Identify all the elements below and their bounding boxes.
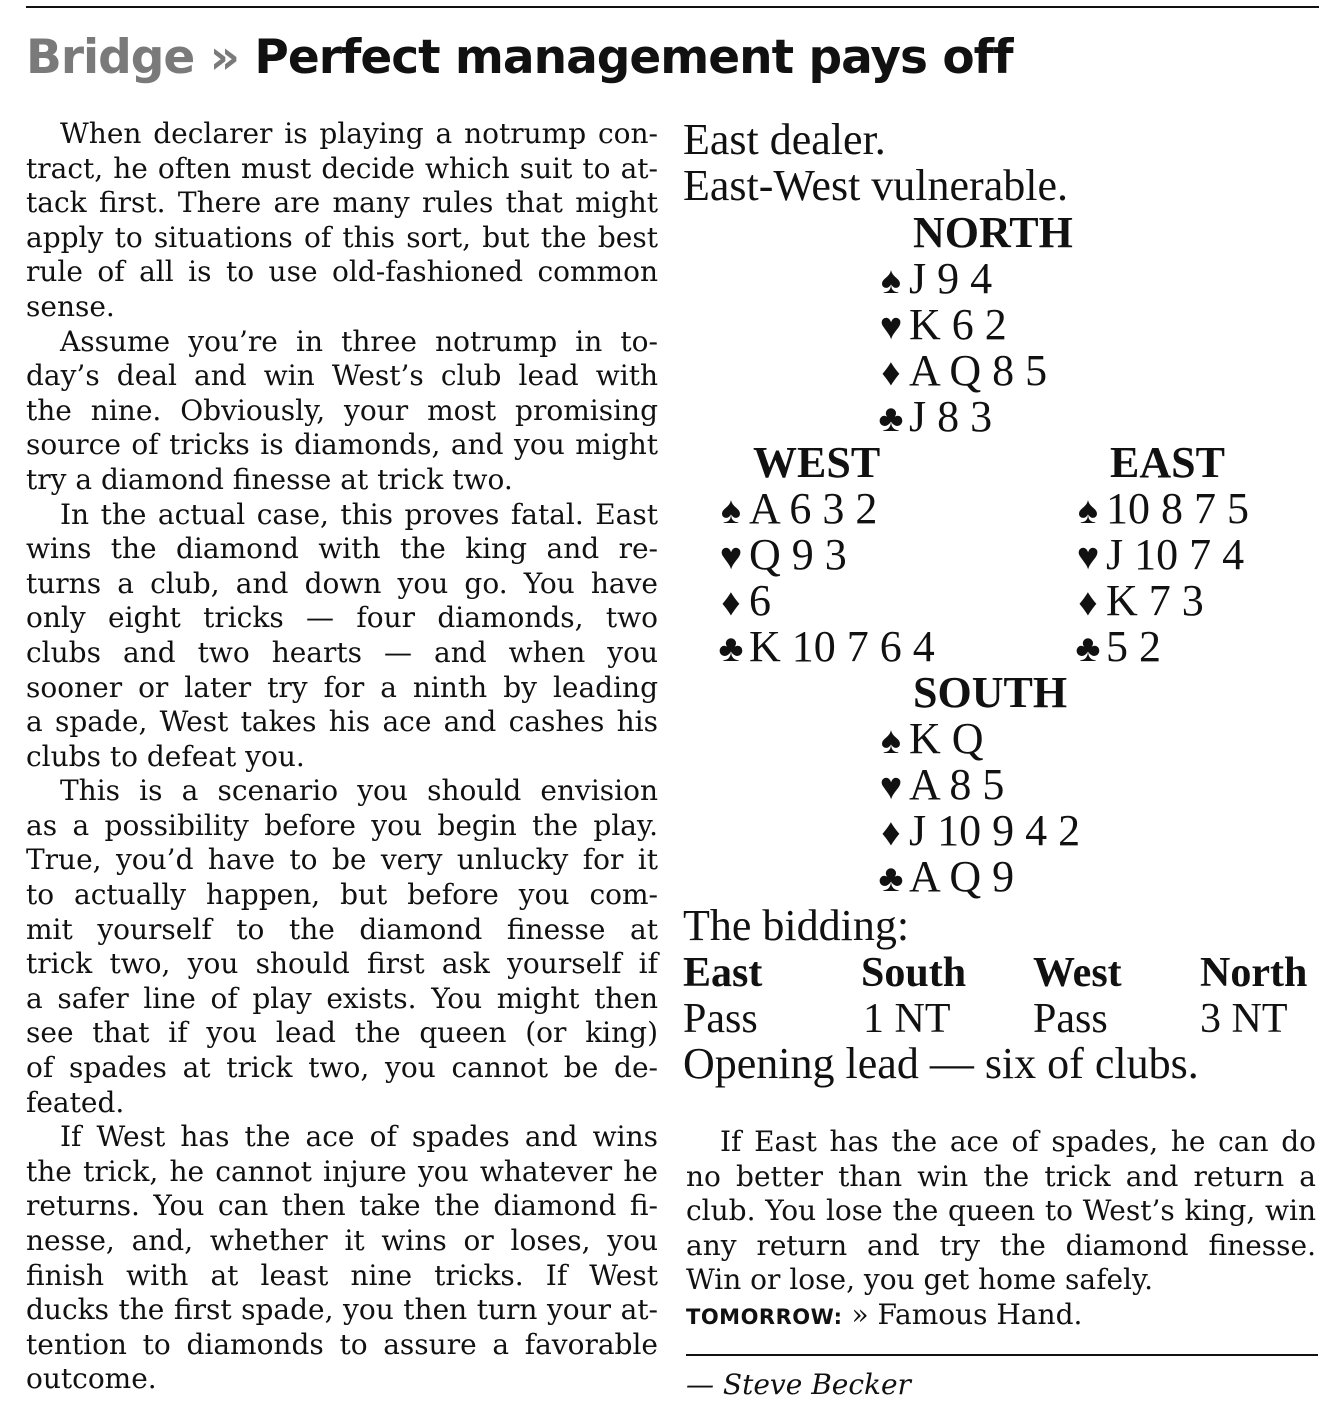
bid-header-east: East xyxy=(683,950,763,996)
byline-rule xyxy=(686,1354,1318,1356)
article-line-text: a safer line of play exists. You might then xyxy=(26,981,658,1015)
west-hearts xyxy=(713,532,847,580)
north-clubs-cards: J 8 3 xyxy=(909,392,993,441)
article-line xyxy=(26,463,658,498)
vulnerability-line: East-West vulnerable. xyxy=(683,161,1068,210)
north-spades xyxy=(873,256,992,304)
article-line-text: outcome. xyxy=(26,1362,157,1396)
article-line xyxy=(26,1328,658,1363)
article-line-text: mit yourself to the diamond finesse at xyxy=(26,912,658,946)
article-line xyxy=(26,221,658,256)
south-diamonds xyxy=(873,808,1080,856)
article-line-text: True, you’d have to be very unlucky for it xyxy=(26,843,658,877)
spade-icon: ♠ xyxy=(880,720,902,762)
article-line xyxy=(26,601,658,636)
article-line-text: as a possibility before you begin the play. xyxy=(26,808,658,842)
east-clubs xyxy=(1070,624,1161,672)
east-hearts xyxy=(1070,532,1244,580)
north-diamonds xyxy=(873,348,1047,396)
article-line xyxy=(26,1016,658,1051)
north-hearts xyxy=(873,302,1007,350)
spade-icon: ♠ xyxy=(880,260,902,302)
article-line xyxy=(26,290,658,325)
article-right-line-text: no better than win the trick and return a xyxy=(686,1159,1316,1193)
dealer-line: East dealer. xyxy=(683,115,886,164)
article-line xyxy=(26,428,658,463)
article-line xyxy=(26,255,658,290)
south-diamonds-cards: J 10 9 4 2 xyxy=(909,806,1081,855)
article-right-line xyxy=(686,1263,1316,1298)
article-right-line xyxy=(686,1160,1316,1195)
article-line xyxy=(26,1051,658,1086)
club-icon: ♣ xyxy=(1075,628,1101,670)
article-line xyxy=(26,1259,658,1294)
article-line-text: tention to diamonds to assure a favorable xyxy=(26,1327,658,1361)
diamond-icon: ♦ xyxy=(881,352,901,394)
article-line-text: a spade, West takes his ace and cashes his xyxy=(26,705,658,739)
article-line xyxy=(26,117,658,152)
article-right-line-text: Win or lose, you get home safely. xyxy=(686,1263,1153,1297)
article-line xyxy=(26,1189,658,1224)
club-icon: ♣ xyxy=(718,628,744,670)
diamond-icon: ♦ xyxy=(721,582,741,624)
article-line-text: turns a club, and down you go. You have xyxy=(26,566,658,600)
article-line-text: Assume you’re in three notrump in to- xyxy=(60,324,658,358)
article-line xyxy=(26,498,658,533)
article-line xyxy=(26,913,658,948)
south-clubs xyxy=(873,854,1014,902)
bid-call-west: Pass xyxy=(1033,996,1108,1042)
west-spades xyxy=(713,486,877,534)
article-right-line-text: club. You lose the queen to West’s king, win xyxy=(686,1194,1316,1228)
west-label: WEST xyxy=(753,438,881,487)
article-line xyxy=(26,705,658,740)
article-line-text: feated. xyxy=(26,1085,125,1119)
south-hearts xyxy=(873,762,1004,810)
tomorrow-text: Famous Hand. xyxy=(877,1297,1083,1331)
north-diamonds-cards: A Q 8 5 xyxy=(909,346,1048,395)
east-spades-cards: 10 8 7 5 xyxy=(1106,484,1249,533)
heart-icon: ♥ xyxy=(719,536,743,578)
kicker-separator: » xyxy=(209,30,240,85)
article-line xyxy=(26,1155,658,1190)
west-diamonds-cards: 6 xyxy=(749,576,771,625)
article-line-text: finish with at least nine tricks. If West xyxy=(26,1258,658,1292)
article-line-text: apply to situations of this sort, but the best xyxy=(26,220,658,254)
article-line-text: the nine. Obviously, your most promising xyxy=(26,393,658,427)
article-line-text: clubs to defeat you. xyxy=(26,739,305,773)
article-line xyxy=(26,1293,658,1328)
article-line xyxy=(26,567,658,602)
article-line-text: In the actual case, this proves fatal. East xyxy=(60,497,658,531)
bridge-diagram xyxy=(683,117,1323,1097)
west-diamonds xyxy=(713,578,771,626)
article-line-text: returns. You can then take the diamond fi- xyxy=(26,1189,658,1223)
article-line-text: ducks the first spade, you then turn your at- xyxy=(26,1293,658,1327)
spade-icon: ♠ xyxy=(720,490,742,532)
article-line-text: only eight tricks — four diamonds, two xyxy=(26,601,658,635)
article-line-text: sooner or later try for a ninth by leading xyxy=(26,670,658,704)
heart-icon: ♥ xyxy=(879,306,903,348)
article-line-text: day’s deal and win West’s club lead with xyxy=(26,359,658,393)
article-line-text: sense. xyxy=(26,289,115,323)
article-line-text: nesse, and, whether it wins or loses, you xyxy=(26,1224,658,1257)
article-line-text: trick two, you should first ask yourself if xyxy=(26,947,658,981)
club-icon: ♣ xyxy=(878,858,904,900)
tomorrow-label: TOMORROW: xyxy=(686,1304,843,1329)
bid-call-east: Pass xyxy=(683,996,758,1042)
article-body-right xyxy=(686,1125,1316,1335)
article-line xyxy=(26,1120,658,1155)
article-line-text: tract, he often must decide which suit to at- xyxy=(26,151,658,185)
bid-header-west: West xyxy=(1033,950,1122,996)
article-line-text: see that if you lead the queen (or king) xyxy=(26,1016,658,1050)
article-body-left xyxy=(26,117,658,1397)
diamond-icon: ♦ xyxy=(881,812,901,854)
east-diamonds-cards: K 7 3 xyxy=(1106,576,1204,625)
west-clubs xyxy=(713,624,935,672)
east-clubs-cards: 5 2 xyxy=(1106,622,1161,671)
article-line-text: try a diamond finesse at trick two. xyxy=(26,462,513,496)
heart-icon: ♥ xyxy=(879,766,903,808)
article-right-line-text: any return and try the diamond finesse. xyxy=(686,1228,1316,1262)
article-line-text: the trick, he cannot injure you whatever he xyxy=(26,1154,658,1188)
article-line xyxy=(26,671,658,706)
article-line-text: wins the diamond with the king and re- xyxy=(26,532,658,566)
article-line xyxy=(26,1224,658,1259)
south-clubs-cards: A Q 9 xyxy=(909,852,1015,901)
article-line-text: tack first. There are many rules that might xyxy=(26,186,658,220)
article-line xyxy=(26,982,658,1017)
south-label: SOUTH xyxy=(913,668,1068,717)
west-clubs-cards: K 10 7 6 4 xyxy=(749,622,935,671)
headline xyxy=(26,30,1013,86)
article-line-text: of spades at trick two, you cannot be de- xyxy=(26,1051,658,1085)
article-right-line-text: If East has the ace of spades, he can do xyxy=(720,1125,1316,1158)
club-icon: ♣ xyxy=(878,398,904,440)
bid-header-north: North xyxy=(1200,950,1308,996)
article-title: Perfect management pays off xyxy=(254,30,1013,85)
article-line xyxy=(26,740,658,775)
east-spades xyxy=(1070,486,1249,534)
north-clubs xyxy=(873,394,992,442)
tomorrow-arrow: » xyxy=(851,1297,869,1331)
article-line xyxy=(26,325,658,360)
article-line-text: This is a scenario you should envision xyxy=(60,774,658,808)
article-right-line xyxy=(686,1229,1316,1264)
article-line xyxy=(26,186,658,221)
east-hearts-cards: J 10 7 4 xyxy=(1106,530,1245,579)
west-hearts-cards: Q 9 3 xyxy=(749,530,847,579)
article-line xyxy=(26,947,658,982)
west-spades-cards: A 6 3 2 xyxy=(749,484,878,533)
diamond-icon: ♦ xyxy=(1078,582,1098,624)
article-line xyxy=(26,532,658,567)
bidding-label: The bidding: xyxy=(683,901,910,950)
south-hearts-cards: A 8 5 xyxy=(909,760,1005,809)
north-label: NORTH xyxy=(913,208,1073,257)
article-right-line xyxy=(686,1194,1316,1229)
bid-call-north: 3 NT xyxy=(1200,996,1288,1042)
article-line-text: to actually happen, but before you com- xyxy=(26,878,658,912)
heart-icon: ♥ xyxy=(1076,536,1100,578)
article-line xyxy=(26,774,658,809)
top-rule xyxy=(26,6,1319,8)
south-spades-cards: K Q xyxy=(909,714,984,763)
article-line xyxy=(26,1086,658,1121)
article-line xyxy=(26,359,658,394)
article-line xyxy=(26,1362,658,1397)
spade-icon: ♠ xyxy=(1077,490,1099,532)
section-kicker: Bridge xyxy=(26,30,195,85)
south-spades xyxy=(873,716,984,764)
article-line-text: When declarer is playing a notrump con- xyxy=(60,117,658,150)
article-line xyxy=(26,809,658,844)
article-line-text: source of tricks is diamonds, and you might xyxy=(26,428,658,462)
article-line xyxy=(26,152,658,187)
article-line-text: rule of all is to use old-fashioned common xyxy=(26,255,658,289)
article-line xyxy=(26,878,658,913)
article-line xyxy=(26,394,658,429)
opening-lead: Opening lead — six of clubs. xyxy=(683,1039,1199,1088)
article-line xyxy=(26,843,658,878)
north-hearts-cards: K 6 2 xyxy=(909,300,1007,349)
article-line xyxy=(26,636,658,671)
byline: — Steve Becker xyxy=(686,1368,911,1401)
tomorrow-line xyxy=(686,1298,1316,1335)
article-line-text: If West has the ace of spades and wins xyxy=(60,1120,658,1154)
north-spades-cards: J 9 4 xyxy=(909,254,993,303)
bid-header-south: South xyxy=(861,950,967,996)
article-line-text: clubs and two hearts — and when you xyxy=(26,635,658,669)
east-label: EAST xyxy=(1110,438,1225,487)
article-right-line xyxy=(686,1125,1316,1160)
bid-call-south: 1 NT xyxy=(863,996,951,1042)
east-diamonds xyxy=(1070,578,1204,626)
